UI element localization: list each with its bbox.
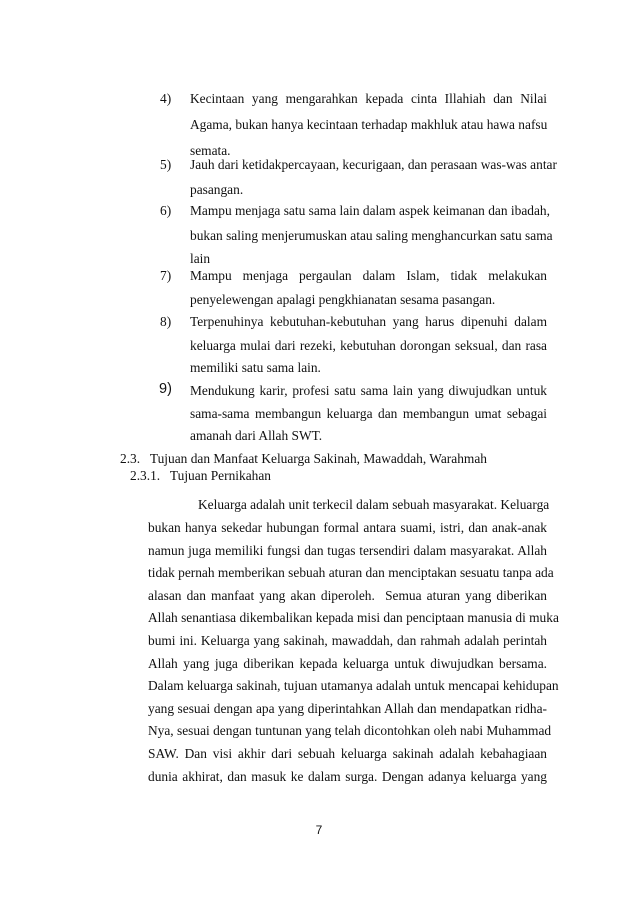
paragraph-line: Dalam keluarga sakinah, tujuan utamanya adalah untuk mencapai kehidupan: [148, 678, 559, 693]
list-item-line: Mampu menjaga satu sama lain dalam aspek keimanan dan ibadah,: [190, 203, 550, 218]
list-item-line: amanah dari Allah SWT.: [190, 428, 323, 443]
list-item-line: Jauh dari ketidakpercayaan, kecurigaan, dan perasaan was-was antar: [190, 157, 557, 172]
paragraph-line: tidak pernah memberikan sebuah aturan dan menciptakan sesuatu tanpa ada: [148, 565, 554, 580]
subsection-heading: 2.3.1. Tujuan Pernikahan: [130, 468, 271, 483]
paragraph-line: Allah senantiasa dikembalikan kepada misi dan penciptaan manusia di muka: [148, 610, 559, 625]
list-item-line: Agama, bukan hanya kecintaan terhadap makhluk atau hawa nafsu: [190, 117, 548, 132]
paragraph-line: bumi ini. Keluarga yang sakinah, mawaddah, dan rahmah adalah perintah: [148, 633, 547, 648]
paragraph-line: dunia akhirat, dan masuk ke dalam surga. Dengan adanya keluarga yang: [148, 769, 547, 784]
list-item-line: memiliki satu sama lain.: [190, 360, 321, 375]
list-item-line: lain: [190, 251, 211, 266]
list-item-line: semata.: [190, 143, 231, 158]
list-item-line: keluarga mulai dari rezeki, kebutuhan dorongan seksual, dan rasa: [190, 338, 547, 353]
paragraph-line: alasan dan manfaat yang akan diperoleh. Semua aturan yang diberikan: [148, 588, 547, 603]
page-number: 7: [315, 823, 323, 837]
paragraph-line: namun juga memiliki fungsi dan tugas tersendiri dalam masyarakat. Allah: [148, 543, 547, 558]
paragraph-line: bukan hanya sekedar hubungan formal antara suami, istri, dan anak-anak: [148, 520, 547, 535]
list-item-line: Terpenuhinya kebutuhan-kebutuhan yang harus dipenuhi dalam: [190, 314, 547, 329]
section-heading: 2.3. Tujuan dan Manfaat Keluarga Sakinah, Mawaddah, Warahmah: [120, 451, 487, 466]
paragraph-line: SAW. Dan visi akhir dari sebuah keluarga sakinah adalah kebahagiaan: [148, 746, 547, 761]
list-item-number: 8): [160, 314, 172, 329]
list-item-number: 4): [160, 91, 172, 106]
list-item-line: penyelewengan apalagi pengkhianatan sesama pasangan.: [190, 292, 496, 307]
list-item-number: 6): [160, 203, 172, 218]
list-item-line: Mampu menjaga pergaulan dalam Islam, tidak melakukan: [190, 268, 547, 283]
paragraph-line: Nya, sesuai dengan tuntunan yang telah dicontohkan oleh nabi Muhammad: [148, 723, 552, 738]
list-item-number: 5): [160, 157, 172, 172]
list-item-line: pasangan.: [190, 182, 244, 197]
paragraph-line: Keluarga adalah unit terkecil dalam sebuah masyarakat. Keluarga: [198, 497, 550, 512]
list-item-line: bukan saling menjerumuskan atau saling menghancurkan satu sama: [190, 228, 553, 243]
paragraph-line: yang sesuai dengan apa yang diperintahkan Allah dan mendapatkan ridha-: [148, 701, 547, 716]
list-item-line: sama-sama membangun keluarga dan membangun umat sebagai: [190, 406, 547, 421]
paragraph-line: Allah yang juga diberikan kepada keluarga untuk diwujudkan bersama.: [148, 656, 547, 671]
list-item-number: 9): [159, 381, 172, 397]
list-item-number: 7): [160, 268, 172, 283]
list-item-line: Mendukung karir, profesi satu sama lain yang diwujudkan untuk: [190, 383, 547, 398]
list-item-line: Kecintaan yang mengarahkan kepada cinta Illahiah dan Nilai: [190, 91, 547, 106]
